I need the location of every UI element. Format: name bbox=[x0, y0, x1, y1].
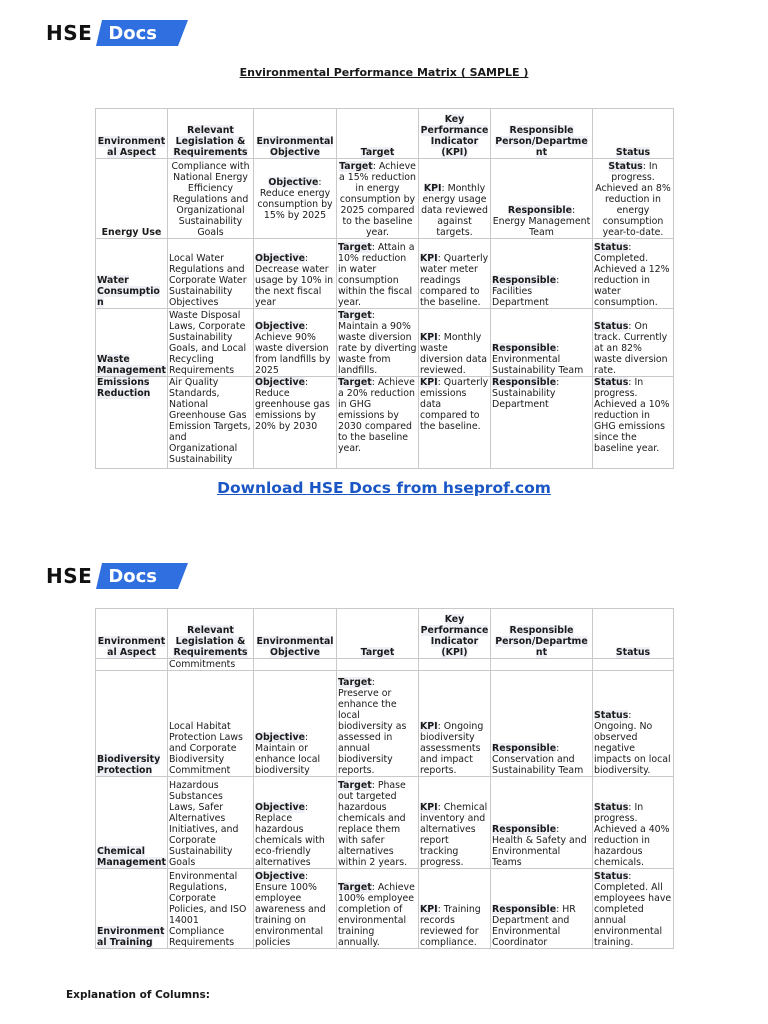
objective-cell: Objective: Reduce greenhouse gas emissions by 20% by 2030 bbox=[254, 377, 337, 469]
kpi-cell: KPI: Monthly energy usage data reviewed against targets. bbox=[419, 159, 491, 239]
table-header-row bbox=[96, 109, 674, 159]
status-cell: Status: On track. Currently at an 82% waste diversion rate. bbox=[593, 309, 674, 377]
objective-cell: Objective: Achieve 90% waste diversion from landfills by 2025 bbox=[254, 309, 337, 377]
logo-docs-text: Docs bbox=[108, 565, 158, 587]
target-cell: Target: Maintain a 90% waste diversion rate by diverting waste from landfills. bbox=[337, 309, 419, 377]
header-status: Status bbox=[593, 109, 674, 159]
download-link[interactable]: Download HSE Docs from hseprof.com bbox=[217, 479, 551, 497]
table-row bbox=[96, 159, 674, 239]
target-cell: Target: Phase out targeted hazardous chemicals and replace them with safer alternatives within 2 years. bbox=[337, 777, 419, 869]
target-cell: Target: Achieve a 15% reduction in energy consumption by 2025 compared to the baseline year. bbox=[337, 159, 419, 239]
status-cell: Status: In progress. Achieved a 40% reduction in hazardous chemicals. bbox=[593, 777, 674, 869]
header-target: Target bbox=[337, 109, 419, 159]
target-cell: Target: Attain a 10% reduction in water consumption within the fiscal year. bbox=[337, 239, 419, 309]
aspect-cell: Water Consumption bbox=[96, 239, 168, 309]
header-kpi: Key Performance Indicator (KPI) bbox=[419, 609, 491, 659]
objective-cell: Objective: Maintain or enhance local biodiversity bbox=[254, 671, 337, 777]
hse-docs-logo bbox=[46, 563, 157, 589]
legislation-cell: Environmental Regulations, Corporate Policies, and ISO 14001 Compliance Requirements bbox=[168, 869, 254, 949]
aspect-cell: Chemical Management bbox=[96, 777, 168, 869]
responsible-cell: Responsible: Facilities Department bbox=[491, 239, 593, 309]
header-status: Status bbox=[593, 609, 674, 659]
kpi-cell: KPI: Training records reviewed for compliance. bbox=[419, 869, 491, 949]
legislation-cell: Waste Disposal Laws, Corporate Sustainability Goals, and Local Recycling Requirements bbox=[168, 309, 254, 377]
header-responsible: Responsible Person/Department bbox=[491, 109, 593, 159]
document-title: Environmental Performance Matrix ( SAMPLE ) bbox=[239, 66, 529, 79]
performance-matrix-table-2 bbox=[95, 608, 674, 949]
table-row bbox=[96, 869, 674, 949]
target-cell: Target: Achieve a 20% reduction in GHG emissions by 2030 compared to the baseline year. bbox=[337, 377, 419, 469]
logo-docs-badge bbox=[96, 563, 157, 589]
logo-docs-text: Docs bbox=[108, 22, 158, 44]
header-legislation: Relevant Legislation & Requirements bbox=[168, 109, 254, 159]
objective-cell: Objective: Ensure 100% employee awareness and training on environmental policies bbox=[254, 869, 337, 949]
logo-docs-badge bbox=[96, 20, 157, 46]
responsible-cell: Responsible: Sustainability Department bbox=[491, 377, 593, 469]
table-row bbox=[96, 671, 674, 777]
table-row bbox=[96, 659, 674, 671]
table-row bbox=[96, 377, 674, 469]
objective-cell: Objective: Reduce energy consumption by 15% by 2025 bbox=[254, 159, 337, 239]
kpi-cell: KPI: Ongoing biodiversity assessments and impact reports. bbox=[419, 671, 491, 777]
status-cell bbox=[593, 659, 674, 671]
kpi-cell: KPI: Quarterly water meter readings compared to the baseline. bbox=[419, 239, 491, 309]
status-cell: Status: In progress. Achieved a 10% reduction in GHG emissions since the baseline year. bbox=[593, 377, 674, 469]
aspect-cell: Biodiversity Protection bbox=[96, 671, 168, 777]
header-kpi: Key Performance Indicator (KPI) bbox=[419, 109, 491, 159]
responsible-cell: Responsible: HR Department and Environmental Coordinator bbox=[491, 869, 593, 949]
table-row bbox=[96, 777, 674, 869]
objective-cell: Objective: Decrease water usage by 10% in the next fiscal year bbox=[254, 239, 337, 309]
responsible-cell: Responsible: Conservation and Sustainability Team bbox=[491, 671, 593, 777]
status-cell: Status: Completed. All employees have completed annual environmental training. bbox=[593, 869, 674, 949]
legislation-cell: Compliance with National Energy Efficiency Regulations and Organizational Sustainability Goals bbox=[168, 159, 254, 239]
responsible-cell: Responsible: Environmental Sustainability Team bbox=[491, 309, 593, 377]
header-objective: Environmental Objective bbox=[254, 109, 337, 159]
aspect-cell: Waste Management bbox=[96, 309, 168, 377]
aspect-cell bbox=[96, 659, 168, 671]
header-objective: Environmental Objective bbox=[254, 609, 337, 659]
status-cell: Status: In progress. Achieved an 8% reduction in energy consumption year-to-date. bbox=[593, 159, 674, 239]
responsible-cell bbox=[491, 659, 593, 671]
responsible-cell: Responsible: Health & Safety and Environmental Teams bbox=[491, 777, 593, 869]
kpi-cell bbox=[419, 659, 491, 671]
legislation-cell: Air Quality Standards, National Greenhouse Gas Emission Targets, and Organizational Sustainability bbox=[168, 377, 254, 469]
aspect-cell: Energy Use bbox=[96, 159, 168, 239]
kpi-cell: KPI: Chemical inventory and alternatives report tracking progress. bbox=[419, 777, 491, 869]
kpi-cell: KPI: Quarterly emissions data compared to the baseline. bbox=[419, 377, 491, 469]
header-aspect: Environmental Aspect bbox=[96, 109, 168, 159]
objective-cell bbox=[254, 659, 337, 671]
header-responsible: Responsible Person/Department bbox=[491, 609, 593, 659]
header-legislation: Relevant Legislation & Requirements bbox=[168, 609, 254, 659]
legislation-cell: Commitments bbox=[168, 659, 254, 671]
explanation-heading: Explanation of Columns: bbox=[66, 989, 210, 1001]
performance-matrix-table-1 bbox=[95, 108, 674, 469]
status-cell: Status: Ongoing. No observed negative impacts on local biodiversity. bbox=[593, 671, 674, 777]
logo-hse-text: HSE bbox=[46, 21, 93, 45]
aspect-cell: Environmental Training bbox=[96, 869, 168, 949]
target-cell bbox=[337, 659, 419, 671]
objective-cell: Objective: Replace hazardous chemicals with eco-friendly alternatives bbox=[254, 777, 337, 869]
table-header-row bbox=[96, 609, 674, 659]
header-target: Target bbox=[337, 609, 419, 659]
target-cell: Target: Achieve 100% employee completion of environmental training annually. bbox=[337, 869, 419, 949]
hse-docs-logo bbox=[46, 20, 157, 46]
logo-hse-text: HSE bbox=[46, 564, 93, 588]
header-aspect: Environmental Aspect bbox=[96, 609, 168, 659]
status-cell: Status: Completed. Achieved a 12% reduction in water consumption. bbox=[593, 239, 674, 309]
aspect-cell: Emissions Reduction bbox=[96, 377, 168, 469]
responsible-cell: Responsible: Energy Management Team bbox=[491, 159, 593, 239]
target-cell: Target: Preserve or enhance the local biodiversity as assessed in annual biodiversity reports. bbox=[337, 671, 419, 777]
kpi-cell: KPI: Monthly waste diversion data reviewed. bbox=[419, 309, 491, 377]
legislation-cell: Hazardous Substances Laws, Safer Alternatives Initiatives, and Corporate Sustainability Goals bbox=[168, 777, 254, 869]
table-row bbox=[96, 239, 674, 309]
table-row bbox=[96, 309, 674, 377]
legislation-cell: Local Habitat Protection Laws and Corporate Biodiversity Commitment bbox=[168, 671, 254, 777]
legislation-cell: Local Water Regulations and Corporate Water Sustainability Objectives bbox=[168, 239, 254, 309]
